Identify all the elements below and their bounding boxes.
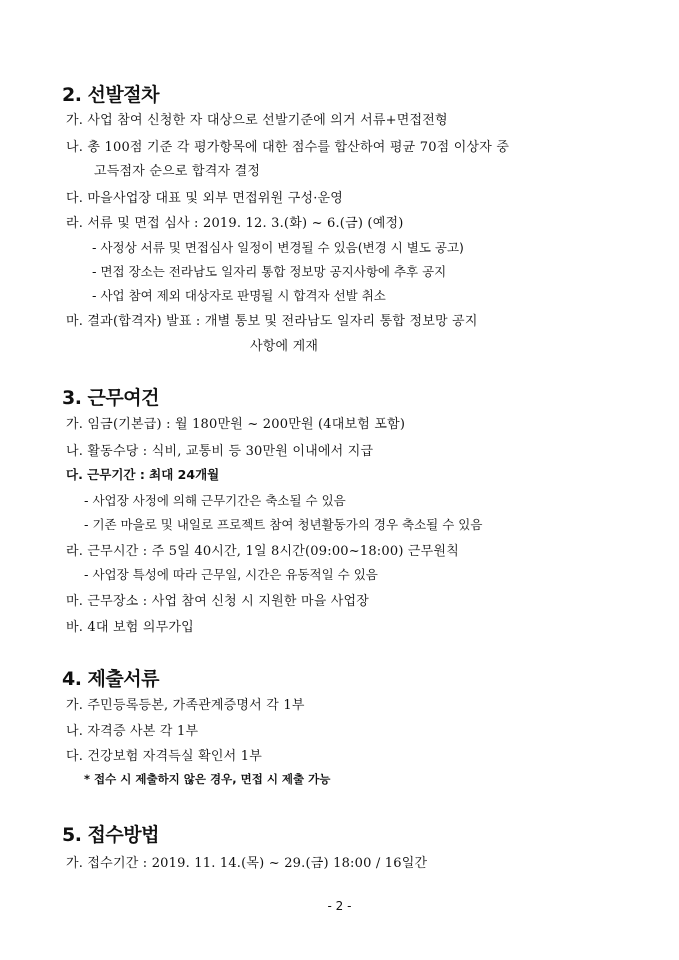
text-line: 다. 마을사업장 대표 및 외부 면접위원 구성·운영	[66, 191, 344, 206]
bullet-line: - 기존 마을로 및 내일로 프로젝트 참여 청년활동가의 경우 축소될 수 있음	[84, 517, 483, 532]
text-line: 다. 건강보험 자격득실 확인서 1부	[66, 749, 262, 764]
note-line: * 접수 시 제출하지 않은 경우, 면접 시 제출 가능	[84, 772, 331, 786]
section-heading-selection-procedure: 2. 선발절차	[62, 84, 159, 106]
text-line: 가. 접수기간 : 2019. 11. 14.(목) ~ 29.(금) 18:00 / 16일간	[66, 856, 428, 871]
text-line: 다. 근무기간 : 최대 24개월	[66, 467, 220, 482]
bullet-line: - 사업장 사정에 의해 근무기간은 축소될 수 있음	[84, 493, 346, 508]
bullet-line: - 사정상 서류 및 면접심사 일정이 변경될 수 있음(변경 시 별도 공고)	[92, 240, 464, 255]
text-line: 사항에 게재	[250, 339, 319, 354]
text-line: 가. 임금(기본급) : 월 180만원 ~ 200만원 (4대보험 포함)	[66, 417, 406, 432]
bullet-line: - 사업 참여 제외 대상자로 판명될 시 합격자 선발 취소	[92, 288, 386, 303]
bullet-line: - 사업장 특성에 따라 근무일, 시간은 유동적일 수 있음	[84, 567, 378, 582]
section-heading-application-method: 5. 접수방법	[62, 824, 159, 846]
text-line: 가. 사업 참여 신청한 자 대상으로 선발기준에 의거 서류+면접전형	[66, 113, 448, 128]
bullet-line: - 면접 장소는 전라남도 일자리 통합 정보망 공지사항에 추후 공지	[92, 264, 447, 279]
text-line: 나. 자격증 사본 각 1부	[66, 724, 199, 739]
text-line: 가. 주민등록등본, 가족관계증명서 각 1부	[66, 698, 305, 713]
section-heading-documents: 4. 제출서류	[62, 668, 159, 690]
text-line: 나. 활동수당 : 식비, 교통비 등 30만원 이내에서 지급	[66, 444, 374, 459]
text-line: 나. 총 100점 기준 각 평가항목에 대한 점수를 합산하여 평균 70점 이상자 중	[66, 140, 510, 155]
section-heading-working-conditions: 3. 근무여건	[62, 387, 159, 409]
text-line: 라. 근무시간 : 주 5일 40시간, 1일 8시간(09:00~18:00) 근무원칙	[66, 544, 459, 559]
page-number: - 2 -	[327, 899, 352, 913]
text-line: 고득점자 순으로 합격자 결정	[94, 164, 261, 179]
text-line: 마. 근무장소 : 사업 참여 신청 시 지원한 마을 사업장	[66, 594, 370, 609]
text-line: 바. 4대 보험 의무가입	[66, 620, 194, 635]
text-line: 마. 결과(합격자) 발표 : 개별 통보 및 전라남도 일자리 통합 정보망 공지	[66, 314, 478, 329]
text-line: 라. 서류 및 면접 심사 : 2019. 12. 3.(화) ~ 6.(금) (예정)	[66, 216, 404, 231]
